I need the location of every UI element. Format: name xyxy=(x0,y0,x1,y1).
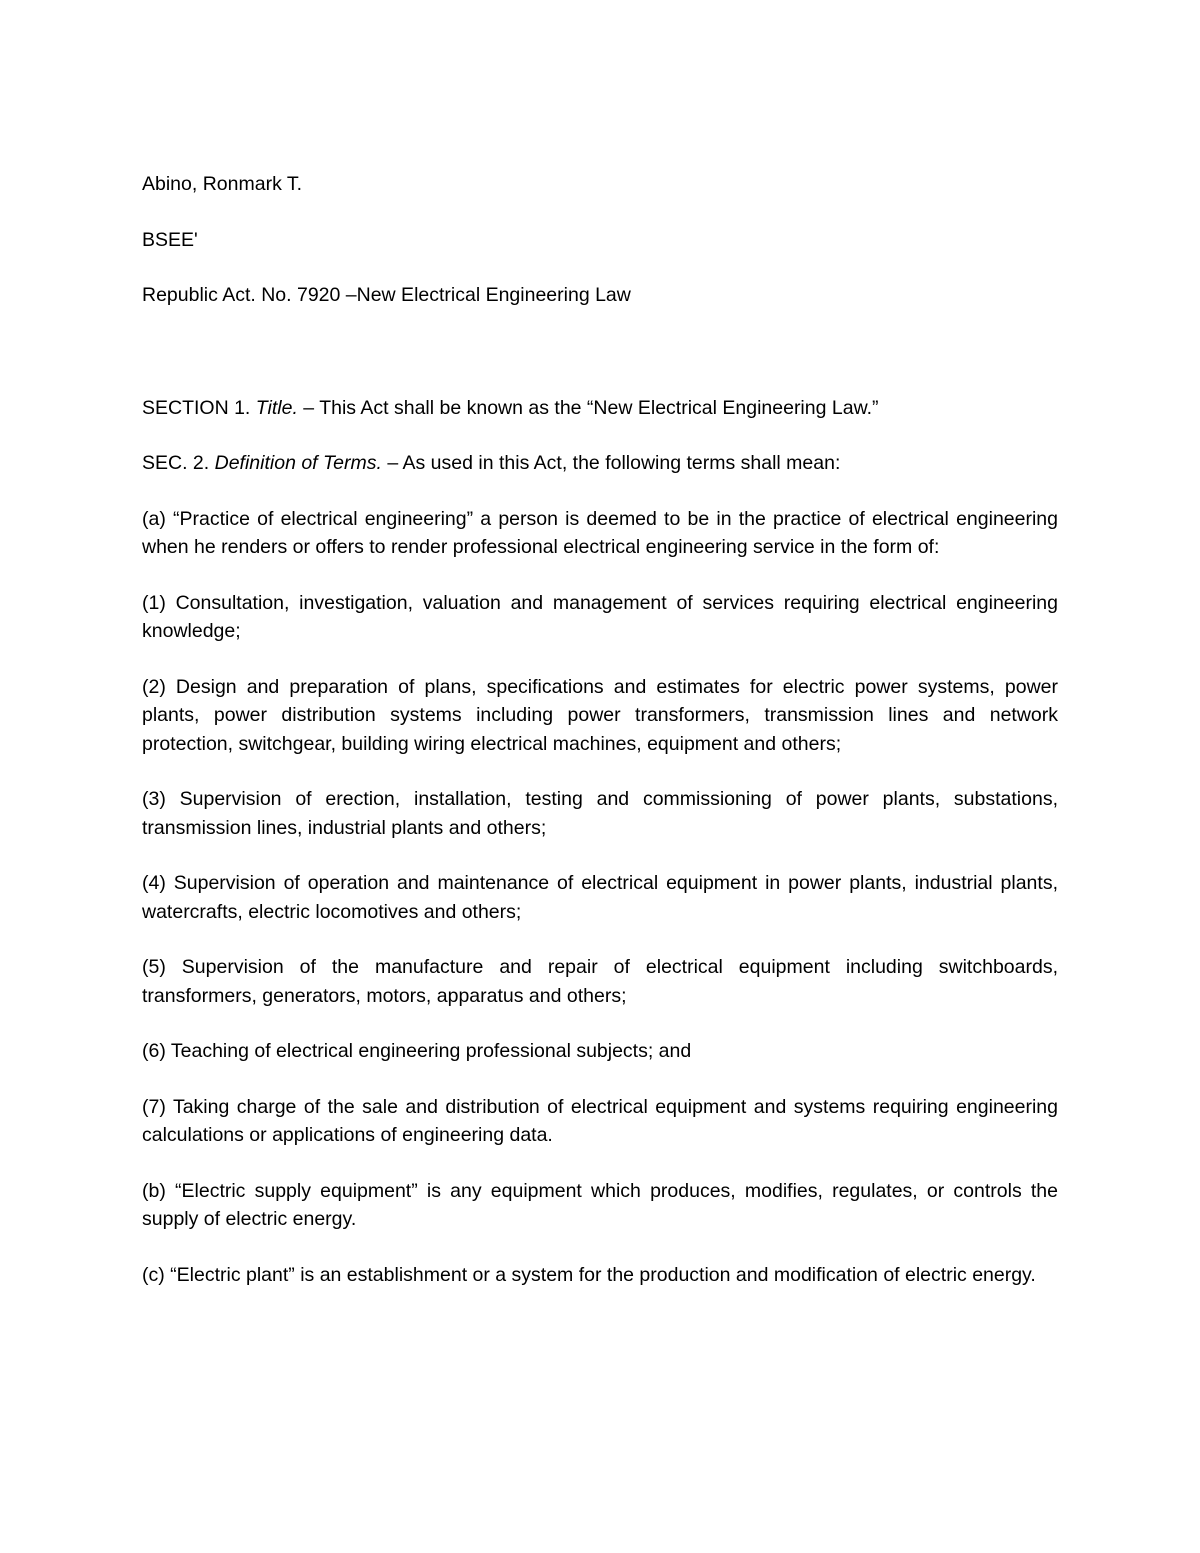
section-2-label: SEC. 2. xyxy=(142,452,210,474)
document-body xyxy=(142,170,1058,1289)
list-item-6: (6) Teaching of electrical engineering professional subjects; and xyxy=(142,1040,692,1062)
section-1-text: – This Act shall be known as the “New Electrical Engineering Law.” xyxy=(303,396,879,419)
list-item-2: (2) Design and preparation of plans, specifications and estimates for electric power systems, power plants, power distribution systems including power transformers, transmission lines and network protection, switchgear, building wiring electrical machines, equipment and others; xyxy=(142,675,1058,755)
document-title: Republic Act. No. 7920 –New Electrical Engineering Law xyxy=(142,284,631,306)
author-name: Abino, Ronmark T. xyxy=(142,173,303,195)
definition-c: (c) “Electric plant” is an establishment or a system for the production and modification of electric energy. xyxy=(142,1263,1036,1286)
section-2 xyxy=(142,449,1058,478)
course-label: BSEE' xyxy=(142,228,198,251)
section-1-label: SECTION 1. xyxy=(142,396,251,419)
section-1 xyxy=(142,394,1058,423)
section-2-heading: Definition of Terms. xyxy=(214,452,382,474)
list-item-7: (7) Taking charge of the sale and distribution of electrical equipment and systems requiring engineering calculations or applications of engineering data. xyxy=(142,1095,1058,1146)
list-item-5: (5) Supervision of the manufacture and repair of electrical equipment including switchboards, transformers, generators, motors, apparatus and others; xyxy=(142,956,1058,1007)
definition-b: (b) “Electric supply equipment” is any equipment which produces, modifies, regulates, or controls the supply of electric energy. xyxy=(142,1179,1058,1230)
section-1-heading: Title. xyxy=(255,396,298,419)
section-2-text: – As used in this Act, the following terms shall mean: xyxy=(387,452,841,474)
list-item-1: (1) Consultation, investigation, valuation and management of services requiring electrical engineering knowledge; xyxy=(142,591,1058,642)
list-item-4: (4) Supervision of operation and maintenance of electrical equipment in power plants, industrial plants, watercrafts, electric locomotives and others; xyxy=(142,872,1058,923)
list-item-3: (3) Supervision of erection, installation, testing and commissioning of power plants, substations, transmission lines, industrial plants and others; xyxy=(142,788,1058,839)
definition-a: (a) “Practice of electrical engineering” a person is deemed to be in the practice of electrical engineering when he renders or offers to render professional electrical engineering service in the form of: xyxy=(142,507,1058,558)
